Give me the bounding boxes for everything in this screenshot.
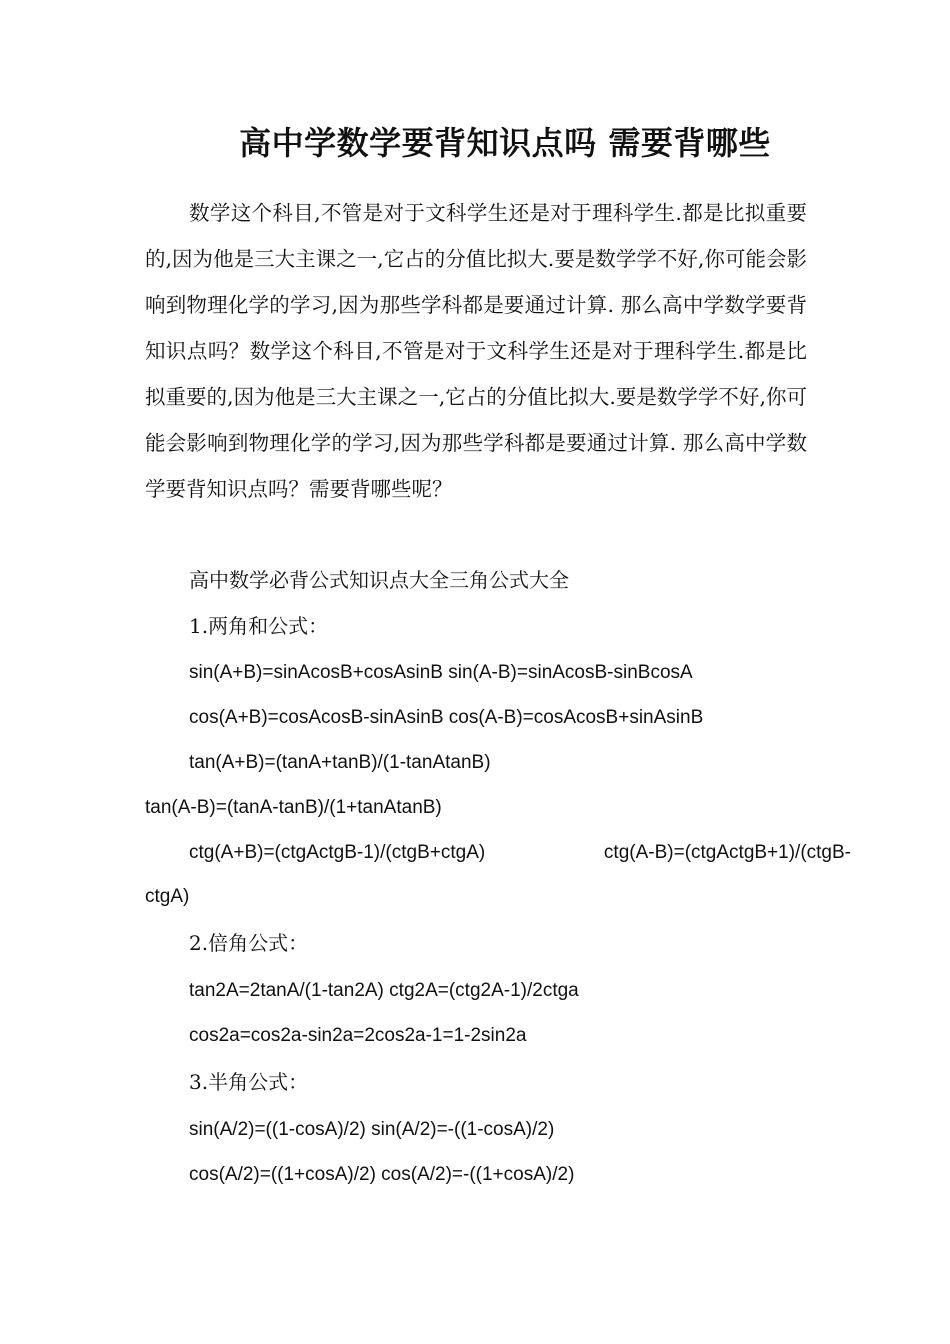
formula-line: tan(A-B)=(tanA-tanB)/(1+tanAtanB) (145, 797, 442, 818)
formula-line: cos2a=cos2a-sin2a=2cos2a-1=1-2sin2a (189, 1025, 527, 1046)
formula-line: cos(A+B)=cosAcosB-sinAsinB cos(A-B)=cosAcosB+sinAsinB (189, 707, 704, 728)
subsection-heading-sum: 1.两角和公式： (189, 614, 329, 638)
formula-line: tan2A=2tanA/(1-tan2A) ctg2A=(ctg2A-1)/2ctga (189, 980, 579, 1001)
formula-line: ctgA) (145, 886, 190, 907)
formula-line-ctg (145, 841, 851, 865)
subsection-heading-half: 3.半角公式： (189, 1070, 309, 1094)
formula-ctg-sum: ctg(A+B)=(ctgActgB-1)/(ctgB+ctgA) (189, 842, 486, 863)
formula-ctg-diff: ctg(A-B)=(ctgActgB+1)/(ctgB- (603, 842, 851, 863)
intro-paragraph: 数学这个科目,不管是对于文科学生还是对于理科学生.都是比拟重要的,因为他是三大主课之一,它占的分值比拟大.要是数学学不好,你可能会影响到物理化学的学习,因为那些学科都是要通过计算. 那么高中学数学要背知识点吗？数学这个科目,不管是对于文科学生还是对于理科学生.都是比拟重要的,因为他是三大主课之一,它占的分值比拟大.要是数学学不好,你可能会影响到物理化学的学习,因为那些学科都是要通过计算. 那么高中学数学要背知识点吗？需要背哪些呢？ (145, 201, 807, 501)
section-heading: 高中数学必背公式知识点大全三角公式大全 (189, 568, 569, 592)
page-title: 高中学数学要背知识点吗 需要背哪些 (239, 124, 771, 162)
formula-line: sin(A+B)=sinAcosB+cosAsinB sin(A-B)=sinAcosB-sinBcosA (189, 662, 693, 683)
formula-line: cos(A/2)=((1+cosA)/2) cos(A/2)=-((1+cosA)/2) (189, 1164, 575, 1185)
subsection-heading-double: 2.倍角公式： (189, 931, 309, 955)
formula-line: tan(A+B)=(tanA+tanB)/(1-tanAtanB) (189, 752, 491, 773)
formula-line: sin(A/2)=((1-cosA)/2) sin(A/2)=-((1-cosA)/2) (189, 1119, 555, 1140)
